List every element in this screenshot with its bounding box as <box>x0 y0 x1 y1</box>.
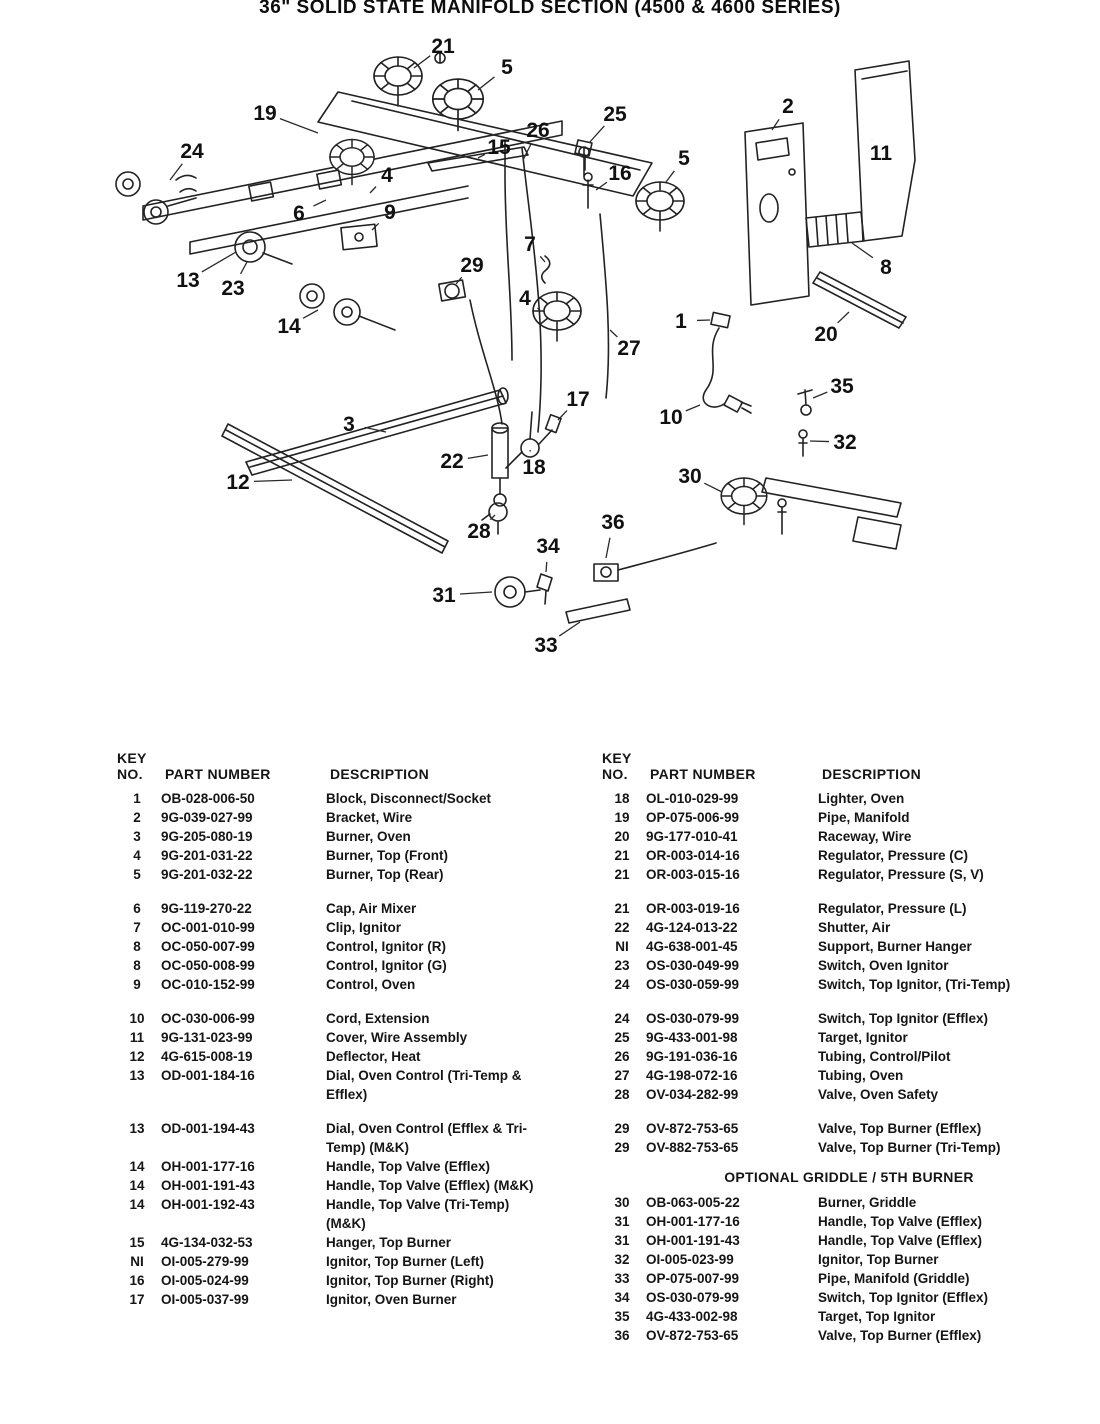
part-number: 4G-615-008-19 <box>161 1049 253 1064</box>
part-key: 1 <box>133 791 141 806</box>
part-number: OH-001-192-43 <box>161 1197 255 1212</box>
parts-row <box>598 846 1060 865</box>
callout-leader <box>559 622 580 636</box>
part-key: 22 <box>614 920 630 935</box>
part-number: 9G-131-023-99 <box>161 1030 253 1045</box>
burner-symbol <box>374 57 422 106</box>
part-description: Pipe, Manifold <box>818 810 910 825</box>
part-number: OC-010-152-99 <box>161 977 255 992</box>
part-number: OH-001-177-16 <box>161 1159 255 1174</box>
parts-row <box>113 789 551 808</box>
part-description: Handle, Top Valve (Efflex) <box>326 1159 491 1174</box>
parts-row <box>113 1252 551 1271</box>
parts-row <box>598 918 1060 937</box>
part-description: Dial, Oven Control (Efflex & Tri-Temp) (M&K) <box>326 1121 528 1155</box>
callout-number: 34 <box>536 535 560 558</box>
part-key: 17 <box>129 1292 145 1307</box>
parts-row <box>113 865 551 884</box>
key-col-header <box>113 750 165 782</box>
part-number: 9G-191-036-16 <box>646 1049 738 1064</box>
part-number: 9G-201-032-22 <box>161 867 253 882</box>
parts-row <box>113 1176 551 1195</box>
part-key: 21 <box>614 901 630 916</box>
part-key: 16 <box>129 1273 145 1288</box>
part-description: Tubing, Oven <box>818 1068 904 1083</box>
part-number: OR-003-019-16 <box>646 901 740 916</box>
griddle-bracket <box>762 478 901 517</box>
table-header-right <box>598 750 1060 782</box>
desc-col-header: DESCRIPTION <box>822 766 921 782</box>
griddle-manifold-pipe <box>566 599 630 623</box>
callout-leader <box>540 256 545 262</box>
callout-number: 10 <box>659 406 683 429</box>
part-description: Control, Ignitor (R) <box>326 939 446 954</box>
part-key: 10 <box>129 1011 145 1026</box>
callout-number: 1 <box>675 310 687 333</box>
part-description: Handle, Top Valve (Tri-Temp) (M&K) <box>326 1197 510 1231</box>
callout-number: 5 <box>678 147 690 170</box>
part-number: OI-005-024-99 <box>161 1273 249 1288</box>
part-description: Dial, Oven Control (Tri-Temp & Efflex) <box>326 1068 522 1102</box>
callout-number: 3 <box>343 413 355 436</box>
callout-leader <box>478 77 494 90</box>
key-col-header-line1: KEY <box>117 750 147 766</box>
parts-row <box>113 975 551 994</box>
table-header-left <box>113 750 551 782</box>
part-description: Clip, Ignitor <box>326 920 401 935</box>
part-number: OV-872-753-65 <box>646 1121 739 1136</box>
part-number: 9G-205-080-19 <box>161 829 253 844</box>
part-key: 21 <box>614 867 630 882</box>
callout-number: 29 <box>460 254 484 277</box>
part-number: OV-872-753-65 <box>646 1328 739 1343</box>
parts-row <box>113 846 551 865</box>
callout-leader <box>280 119 318 133</box>
parts-row <box>598 1066 1060 1085</box>
part-key: 33 <box>614 1271 630 1286</box>
parts-row <box>598 1119 1060 1138</box>
part-key: 5 <box>133 867 141 882</box>
part-key: 36 <box>614 1328 630 1343</box>
callout-leader <box>813 392 827 398</box>
part-number: OV-034-282-99 <box>646 1087 739 1102</box>
callout-number: 33 <box>534 634 558 657</box>
parts-row <box>598 956 1060 975</box>
part-number: OC-030-006-99 <box>161 1011 255 1026</box>
callout-number: 18 <box>522 456 546 479</box>
parts-row <box>598 1231 1060 1250</box>
page-title: 36" SOLID STATE MANIFOLD SECTION (4500 & 4600 SERIES) <box>259 0 841 18</box>
parts-rows-right-top <box>598 789 1060 1157</box>
callout-leader <box>810 441 829 442</box>
callout-leader <box>254 480 292 481</box>
callout-number: 27 <box>617 337 641 360</box>
diagram-artwork <box>116 53 915 623</box>
parts-row <box>598 1085 1060 1104</box>
parts-row <box>598 1138 1060 1157</box>
parts-rows-left <box>113 789 551 1309</box>
callout-leader <box>704 483 722 492</box>
callout-leader <box>666 171 674 182</box>
part-description: Switch, Top Ignitor, (Tri-Temp) <box>818 977 1011 992</box>
callout-leader <box>546 562 547 572</box>
callout-number: 28 <box>467 520 491 543</box>
part-number: OL-010-029-99 <box>646 791 739 806</box>
part-key: 26 <box>614 1049 630 1064</box>
optional-section-header: OPTIONAL GRIDDLE / 5TH BURNER <box>724 1169 974 1185</box>
part-col-header: PART NUMBER <box>650 766 756 782</box>
callout-leader <box>303 310 318 318</box>
parts-group <box>113 1009 551 1104</box>
part-description: Target, Ignitor <box>818 1030 908 1045</box>
callout-leader <box>772 119 779 130</box>
part-number: OI-005-037-99 <box>161 1292 249 1307</box>
part-key: 4 <box>133 848 141 863</box>
part-description: Raceway, Wire <box>818 829 912 844</box>
part-number: 4G-638-001-45 <box>646 939 738 954</box>
part-description: Regulator, Pressure (L) <box>818 901 967 916</box>
part-description: Ignitor, Oven Burner <box>326 1292 457 1307</box>
callout-number: 13 <box>176 269 200 292</box>
part-description: Cap, Air Mixer <box>326 901 417 916</box>
part-number: OS-030-059-99 <box>646 977 740 992</box>
part-description: Regulator, Pressure (S, V) <box>818 867 984 882</box>
parts-row <box>598 1307 1060 1326</box>
callout-leader <box>610 330 617 337</box>
parts-row <box>113 937 551 956</box>
part-description: Bracket, Wire <box>326 810 413 825</box>
exploded-parts-diagram <box>0 0 1100 700</box>
parts-row <box>598 865 1060 884</box>
part-key: 3 <box>133 829 141 844</box>
callout-number: 12 <box>226 471 250 494</box>
parts-row <box>113 1028 551 1047</box>
part-description: Ignitor, Top Burner (Right) <box>326 1273 494 1288</box>
part-key: 14 <box>129 1197 145 1212</box>
callout-number: 5 <box>501 56 513 79</box>
part-number: 4G-433-002-98 <box>646 1309 738 1324</box>
burner-symbol <box>330 140 374 185</box>
callout-number: 23 <box>221 277 245 300</box>
callout-number: 26 <box>526 119 550 142</box>
part-description: Lighter, Oven <box>818 791 905 806</box>
part-description: Cover, Wire Assembly <box>326 1030 468 1045</box>
callout-number: 4 <box>519 287 531 310</box>
parts-table-left <box>113 750 551 1309</box>
part-description: Burner, Top (Rear) <box>326 867 444 882</box>
parts-row <box>598 1212 1060 1231</box>
callout-number: 16 <box>608 162 632 185</box>
parts-row <box>113 1047 551 1066</box>
parts-table-right <box>598 750 1060 1345</box>
callout-number: 21 <box>431 35 455 58</box>
callout-number: 35 <box>830 375 854 398</box>
part-number: OD-001-194-43 <box>161 1121 255 1136</box>
part-number: OB-028-006-50 <box>161 791 255 806</box>
part-key: 35 <box>614 1309 630 1324</box>
parts-group <box>598 789 1060 884</box>
parts-group <box>598 899 1060 994</box>
griddle-burner-symbol <box>721 478 767 525</box>
part-description: Target, Top Ignitor <box>818 1309 936 1324</box>
part-key: 32 <box>614 1252 630 1267</box>
part-number: OS-030-049-99 <box>646 958 740 973</box>
callout-leader <box>686 405 700 411</box>
callout-number: 17 <box>566 388 590 411</box>
callout-leader <box>414 56 430 68</box>
part-key: 31 <box>614 1214 630 1229</box>
parts-row <box>113 1119 551 1157</box>
parts-row <box>113 1290 551 1309</box>
extension-cord <box>703 328 724 407</box>
callout-number: 30 <box>678 465 702 488</box>
part-key: 29 <box>614 1121 630 1136</box>
part-number: 9G-039-027-99 <box>161 810 253 825</box>
key-col-header-line2: NO. <box>602 766 628 782</box>
callout-leader <box>838 312 849 323</box>
part-description: Control, Oven <box>326 977 416 992</box>
part-description: Switch, Oven Ignitor <box>818 958 949 973</box>
part-number: OC-050-007-99 <box>161 939 255 954</box>
part-description: Ignitor, Top Burner (Left) <box>326 1254 484 1269</box>
part-key: 7 <box>133 920 141 935</box>
part-description: Deflector, Heat <box>326 1049 421 1064</box>
parts-row <box>598 827 1060 846</box>
desc-col-header: DESCRIPTION <box>330 766 429 782</box>
part-key: 24 <box>614 977 630 992</box>
parts-group <box>113 899 551 994</box>
parts-row <box>113 1009 551 1028</box>
burner-support-frame <box>318 92 652 196</box>
part-key: 28 <box>614 1087 630 1102</box>
part-description: Burner, Top (Front) <box>326 848 448 863</box>
wire-raceway <box>813 272 906 328</box>
parts-row <box>113 1233 551 1252</box>
part-key: 6 <box>133 901 141 916</box>
part-number: 4G-134-032-53 <box>161 1235 253 1250</box>
parts-group <box>598 1119 1060 1157</box>
callout-number: 20 <box>814 323 838 346</box>
callout-number: 36 <box>601 511 625 534</box>
part-key: 8 <box>133 958 141 973</box>
part-number: OR-003-014-16 <box>646 848 740 863</box>
key-col-header-line2: NO. <box>117 766 143 782</box>
parts-row <box>598 1288 1060 1307</box>
part-description: Tubing, Control/Pilot <box>818 1049 951 1064</box>
part-number: OC-001-010-99 <box>161 920 255 935</box>
ignitor-control-block <box>806 212 864 247</box>
parts-row <box>598 975 1060 994</box>
part-key: 27 <box>614 1068 630 1083</box>
parts-row <box>598 1250 1060 1269</box>
callout-number: 9 <box>384 201 396 224</box>
parts-row <box>598 1326 1060 1345</box>
part-description: Cord, Extension <box>326 1011 430 1026</box>
parts-group <box>113 789 551 884</box>
callout-leader <box>313 200 326 206</box>
part-key: 18 <box>614 791 630 806</box>
part-number: 9G-119-270-22 <box>161 901 252 916</box>
callout-number: 31 <box>432 584 456 607</box>
part-key: 2 <box>133 810 141 825</box>
parts-row <box>113 918 551 937</box>
part-number: OS-030-079-99 <box>646 1011 740 1026</box>
part-number: 9G-201-031-22 <box>161 848 253 863</box>
part-description: Hanger, Top Burner <box>326 1235 452 1250</box>
callout-leader <box>589 126 604 143</box>
part-key: 31 <box>614 1233 630 1248</box>
part-description: Switch, Top Ignitor (Efflex) <box>818 1290 988 1305</box>
callout-number: 32 <box>833 431 857 454</box>
part-number: OH-001-177-16 <box>646 1214 740 1229</box>
part-number: OP-075-006-99 <box>646 810 740 825</box>
oven-tubing <box>600 214 608 398</box>
part-number: OI-005-023-99 <box>646 1252 734 1267</box>
part-description: Switch, Top Ignitor (Efflex) <box>818 1011 988 1026</box>
parts-row <box>113 827 551 846</box>
part-description: Block, Disconnect/Socket <box>326 791 492 806</box>
part-description: Control, Ignitor (G) <box>326 958 447 973</box>
part-key: NI <box>615 939 629 954</box>
part-description: Valve, Top Burner (Efflex) <box>818 1328 982 1343</box>
part-key: 20 <box>614 829 630 844</box>
part-key: 14 <box>129 1178 145 1193</box>
part-number: OB-063-005-22 <box>646 1195 740 1210</box>
part-key: NI <box>130 1254 144 1269</box>
part-key: 24 <box>614 1011 630 1026</box>
part-key: 25 <box>614 1030 630 1045</box>
part-description: Burner, Griddle <box>818 1195 917 1210</box>
part-description: Ignitor, Top Burner <box>818 1252 939 1267</box>
callout-number: 24 <box>180 140 204 163</box>
parts-row <box>113 899 551 918</box>
part-number: OH-001-191-43 <box>161 1178 255 1193</box>
part-number: 9G-433-001-98 <box>646 1030 738 1045</box>
parts-row <box>598 789 1060 808</box>
part-key: 13 <box>129 1121 145 1136</box>
callout-number: 4 <box>381 164 393 187</box>
callout-leader <box>606 538 610 558</box>
parts-row <box>598 899 1060 918</box>
part-description: Handle, Top Valve (Efflex) <box>818 1233 983 1248</box>
callout-number: 25 <box>603 103 627 126</box>
part-key: 9 <box>133 977 141 992</box>
callout-number: 15 <box>487 136 511 159</box>
part-key: 29 <box>614 1140 630 1155</box>
parts-row <box>598 1009 1060 1028</box>
callout-leader <box>370 187 376 193</box>
part-key: 21 <box>614 848 630 863</box>
part-description: Valve, Top Burner (Tri-Temp) <box>818 1140 1001 1155</box>
parts-group <box>598 1009 1060 1104</box>
part-description: Shutter, Air <box>818 920 891 935</box>
part-key: 15 <box>129 1235 145 1250</box>
callout-number: 14 <box>277 315 301 338</box>
part-key: 34 <box>614 1290 630 1305</box>
callout-layer <box>170 35 892 657</box>
parts-row <box>113 808 551 827</box>
parts-row <box>598 808 1060 827</box>
callout-leader <box>852 243 873 258</box>
part-key: 23 <box>614 958 630 973</box>
callout-number: 22 <box>440 450 464 473</box>
part-description: Burner, Oven <box>326 829 411 844</box>
part-description: Valve, Top Burner (Efflex) <box>818 1121 982 1136</box>
parts-row <box>113 956 551 975</box>
part-description: Handle, Top Valve (Efflex) (M&K) <box>326 1178 534 1193</box>
part-col-header: PART NUMBER <box>165 766 271 782</box>
part-number: OD-001-184-16 <box>161 1068 255 1083</box>
parts-row <box>598 937 1060 956</box>
part-number: OI-005-279-99 <box>161 1254 249 1269</box>
part-number: OC-050-008-99 <box>161 958 255 973</box>
callout-leader <box>241 262 247 274</box>
parts-row <box>598 1028 1060 1047</box>
callout-leader <box>460 592 492 594</box>
parts-row <box>598 1269 1060 1288</box>
key-col-header <box>598 750 650 782</box>
part-number: 4G-124-013-22 <box>646 920 738 935</box>
callout-number: 7 <box>524 233 536 256</box>
callout-leader <box>468 455 488 458</box>
part-number: OR-003-015-16 <box>646 867 740 882</box>
part-key: 13 <box>129 1068 145 1083</box>
callout-number: 6 <box>293 202 305 225</box>
callout-number: 19 <box>253 102 277 125</box>
parts-group <box>598 1193 1060 1345</box>
parts-group <box>113 1119 551 1309</box>
parts-row <box>598 1047 1060 1066</box>
part-number: OP-075-007-99 <box>646 1271 740 1286</box>
part-number: 4G-198-072-16 <box>646 1068 738 1083</box>
burner-symbol <box>636 182 684 231</box>
part-key: 11 <box>129 1030 145 1045</box>
callout-number: 11 <box>869 142 893 165</box>
callout-leader <box>202 252 236 272</box>
part-key: 8 <box>133 939 141 954</box>
part-description: Handle, Top Valve (Efflex) <box>818 1214 983 1229</box>
part-key: 14 <box>129 1159 145 1174</box>
parts-row <box>113 1066 551 1104</box>
part-number: OS-030-079-99 <box>646 1290 740 1305</box>
parts-rows-right-bottom <box>598 1193 1060 1345</box>
part-number: OH-001-191-43 <box>646 1233 740 1248</box>
part-description: Regulator, Pressure (C) <box>818 848 969 863</box>
parts-row <box>113 1157 551 1176</box>
parts-row <box>598 1193 1060 1212</box>
part-key: 19 <box>614 810 630 825</box>
part-number: OV-882-753-65 <box>646 1140 739 1155</box>
key-col-header-line1: KEY <box>602 750 632 766</box>
part-key: 12 <box>129 1049 145 1064</box>
part-description: Support, Burner Hanger <box>818 939 972 954</box>
parts-row <box>113 1195 551 1233</box>
part-number: 9G-177-010-41 <box>646 829 738 844</box>
part-description: Pipe, Manifold (Griddle) <box>818 1271 970 1286</box>
part-key: 30 <box>614 1195 630 1210</box>
callout-number: 8 <box>880 256 892 279</box>
callout-leader <box>558 411 567 420</box>
callout-number: 2 <box>782 95 794 118</box>
part-description: Valve, Oven Safety <box>818 1087 939 1102</box>
parts-row <box>113 1271 551 1290</box>
